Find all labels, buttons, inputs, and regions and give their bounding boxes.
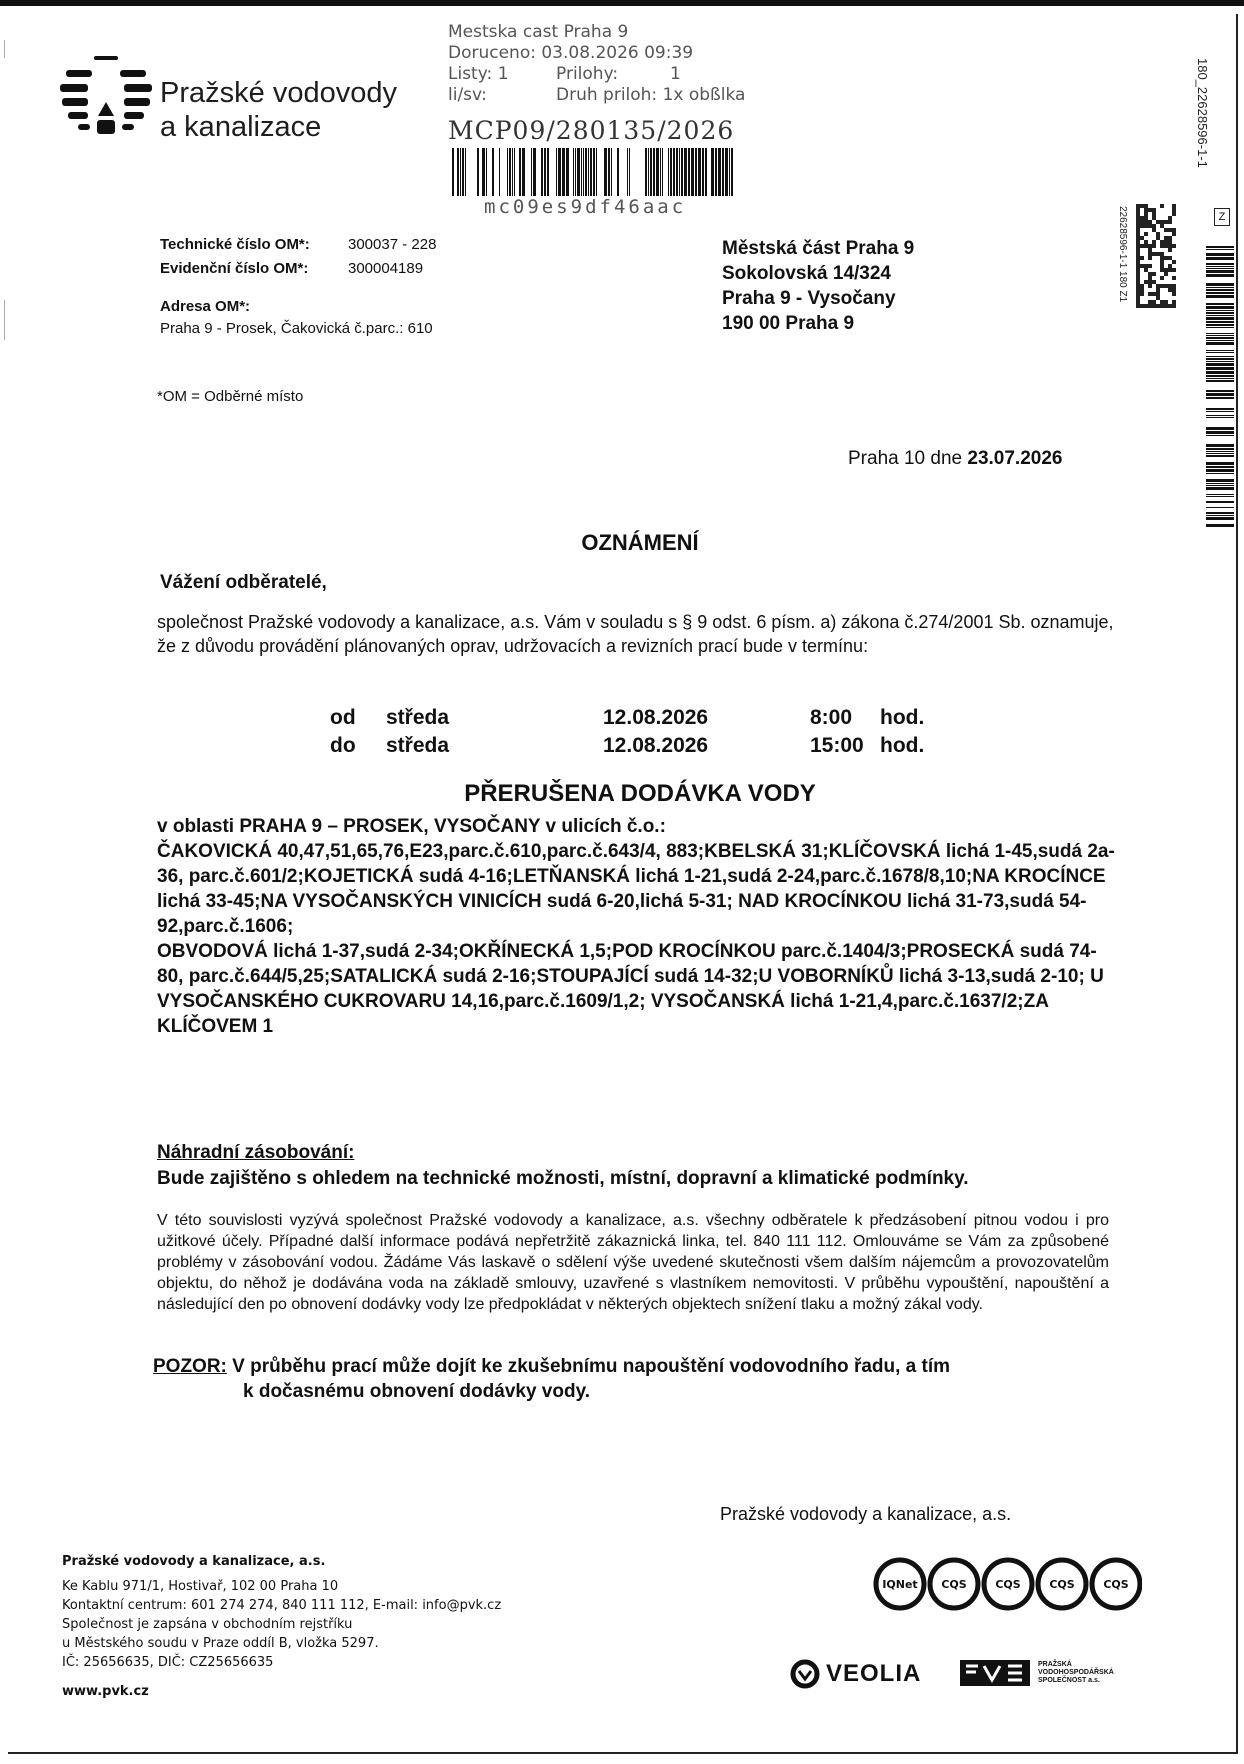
notice-title: OZNÁMENÍ — [581, 530, 699, 555]
warning: POZOR: V průběhu prací může dojít ke zkušebnímu napouštění vodovodního řadu, a tím k dočasnému obnovení dodávky vody. — [153, 1356, 951, 1402]
schedule-to-label: do — [330, 734, 356, 757]
address-label: Adresa OM*: — [160, 298, 251, 315]
pvs-logo — [960, 1656, 1114, 1690]
barcode-icon — [452, 148, 734, 196]
scan-mark — [4, 40, 5, 58]
info-paragraph: V této souvislosti vyzývá společnost Pražské vodovody a kanalizace, a.s. všechny odběratele k předzásobení pitnou vodou i pro užitkové účely. Případné další informace podává nepřetržitě zákaznická linka, tel. 840 111 112. Omlouváme se Vám za způsobené problémy v zásobování vodou. Žádáme Vás laskavě o sdělení výše uvedené skutečnosti všem dalším nájemcům a provozovatelům objektu, do něhož je dodávána voda na základě smlouvy, uzavřené s vlastníkem nemovitosti. V průběhu vypouštění, napouštění a následující den po obnovení dodávky vody lze předpokládat v některých objektech snížení tlaku a možný zákal vody. — [157, 1212, 1109, 1313]
schedule-to-unit: hod. — [880, 734, 925, 757]
datamatrix-icon — [1136, 204, 1176, 308]
z-marker: Z — [1214, 208, 1230, 226]
svg-text:CQS: CQS — [941, 1578, 967, 1591]
schedule-to-day: středa — [386, 734, 450, 757]
document-id-small: 22628596-1-1 180 Z1 — [1117, 206, 1128, 303]
area-streets-2: OBVODOVÁ lichá 1-37,sudá 2-34;OKŘÍNECKÁ 1,5;POD KROCÍNKOU parc.č.1404/3;PROSECKÁ sudá 74-80, parc.č.644/5,25;SATALICKÁ sudá 2-16;STOUPAJÍCÍ sudá 14-32;U VOBORNÍKŮ lichá 3-13,sudá 2-10; U VYSOČANSKÉHO CUKROVARU 14,16,parc.č.1609/1,2; VYSOČANSKÁ lichá 1-21,4,parc.č.1637/2;ZA KLÍČOVEM 1 — [157, 941, 1104, 1037]
registry-number: Evidenční číslo OM*: 300004189 — [160, 260, 424, 277]
svg-text:CQS: CQS — [995, 1578, 1021, 1591]
registry-reference: MCP09/280135/2026 — [448, 116, 735, 145]
schedule-to-date: 12.08.2026 — [603, 734, 709, 757]
vertical-barcode-icon — [1206, 246, 1234, 528]
veolia-icon — [790, 1659, 820, 1689]
company-logo-text: Pražské vodovody a kanalizace — [160, 77, 397, 143]
receipt-stamp: Mestska cast Praha 9 Doruceno: 03.08.2026 09:39 Listy: 1 Prilohy: 1 li/sv: Druh priloh: 1x obßlka — [448, 22, 746, 105]
scan-mark — [4, 300, 5, 340]
svg-text:CQS: CQS — [1049, 1578, 1075, 1591]
scan-bottom-border — [8, 1752, 1238, 1754]
warning-label: POZOR: — [153, 1356, 227, 1377]
svg-text:CQS: CQS — [1103, 1578, 1129, 1591]
om-footnote: *OM = Odběrné místo — [157, 388, 304, 405]
schedule-from-date: 12.08.2026 — [603, 706, 709, 729]
svg-text:IQNet: IQNet — [882, 1578, 918, 1591]
certification-seals-icon — [872, 1554, 1142, 1614]
intro-paragraph: společnost Pražské vodovody a kanalizace, a.s. Vám v souladu s § 9 odst. 6 písm. a) zákona č.274/2001 Sb. oznamuje, že z důvodu provádění plánovaných oprav, udržovacích a revizních prací bude v termínu: — [157, 612, 1114, 656]
scan-top-border — [0, 0, 1244, 6]
footer: Pražské vodovody a kanalizace, a.s. Ke Kablu 971/1, Hostivař, 102 00 Praha 10 Kontaktní centrum: 601 274 274, 840 111 112, E-mail: info@pvk.cz Společnost je zapsána v obchodním rejstříku u Městského soudu v Praze oddíl B, vložka 5297. IČ: 25656635, DIČ: CZ25656635 www.pvk.cz — [62, 1554, 502, 1699]
pvs-icon — [960, 1656, 1030, 1690]
outage-headline: PŘERUŠENA DODÁVKA VODY — [464, 780, 816, 807]
address-value: Praha 9 - Prosek, Čakovická č.parc.: 610 — [160, 320, 433, 337]
schedule-from-unit: hod. — [880, 706, 925, 729]
schedule-from-time: 8:00 — [810, 706, 853, 729]
area-lead: v oblasti PRAHA 9 – PROSEK, VYSOČANY v ulicích č.o.: — [157, 816, 666, 837]
veolia-logo: VEOLIA — [790, 1654, 921, 1694]
signature: Pražské vodovody a kanalizace, a.s. — [720, 1504, 1012, 1524]
schedule-from-day: středa — [386, 706, 450, 729]
schedule-from-label: od — [330, 706, 356, 729]
pvs-text: PRAŽSKÁ VODOHOSPODÁŘSKÁ SPOLEČNOST a.s. — [1038, 1661, 1114, 1684]
affected-area — [157, 814, 1117, 1039]
website-link[interactable]: www.pvk.cz — [62, 1684, 149, 1699]
letter-date: Praha 10 dne 23.07.2026 — [848, 448, 1063, 469]
document-id-vertical: 180_22628596-1-1 — [1195, 58, 1210, 168]
replacement-body: Bude zajištěno s ohledem na technické možnosti, místní, dopravní a klimatické podmínky. — [157, 1168, 969, 1189]
area-streets: ČAKOVICKÁ 40,47,51,65,76,E23,parc.č.610,parc.č.643/4, 883;KBELSKÁ 31;KLÍČOVSKÁ lichá 1-45,sudá 2a-36, parc.č.601/2;KOJETICKÁ sudá 4-16;LETŇANSKÁ lichá 1-21,sudá 2-24,parc.č.1678/8,10;NA KROCÍNCE lichá 33-45;NA VYSOČANSKÝCH VINICÍCH sudá 6-20,lichá 5-31; NAD KROCÍNKOU lichá 31-73,sudá 54-92,parc.č.1606; — [157, 841, 1115, 937]
greeting: Vážení odběratelé, — [160, 572, 327, 593]
pvk-logo-icon — [60, 56, 156, 152]
recipient-address: Městská část Praha 9 Sokolovská 14/324 Praha 9 - Vysočany 190 00 Praha 9 — [722, 238, 915, 334]
technical-number: Technické číslo OM*: 300037 - 228 — [160, 236, 437, 253]
scan-right-border — [1236, 14, 1238, 1754]
replacement-heading: Náhradní zásobování: — [157, 1142, 355, 1163]
stamp-code: mc09es9df46aac — [484, 196, 687, 218]
schedule-to-time: 15:00 — [810, 734, 864, 757]
